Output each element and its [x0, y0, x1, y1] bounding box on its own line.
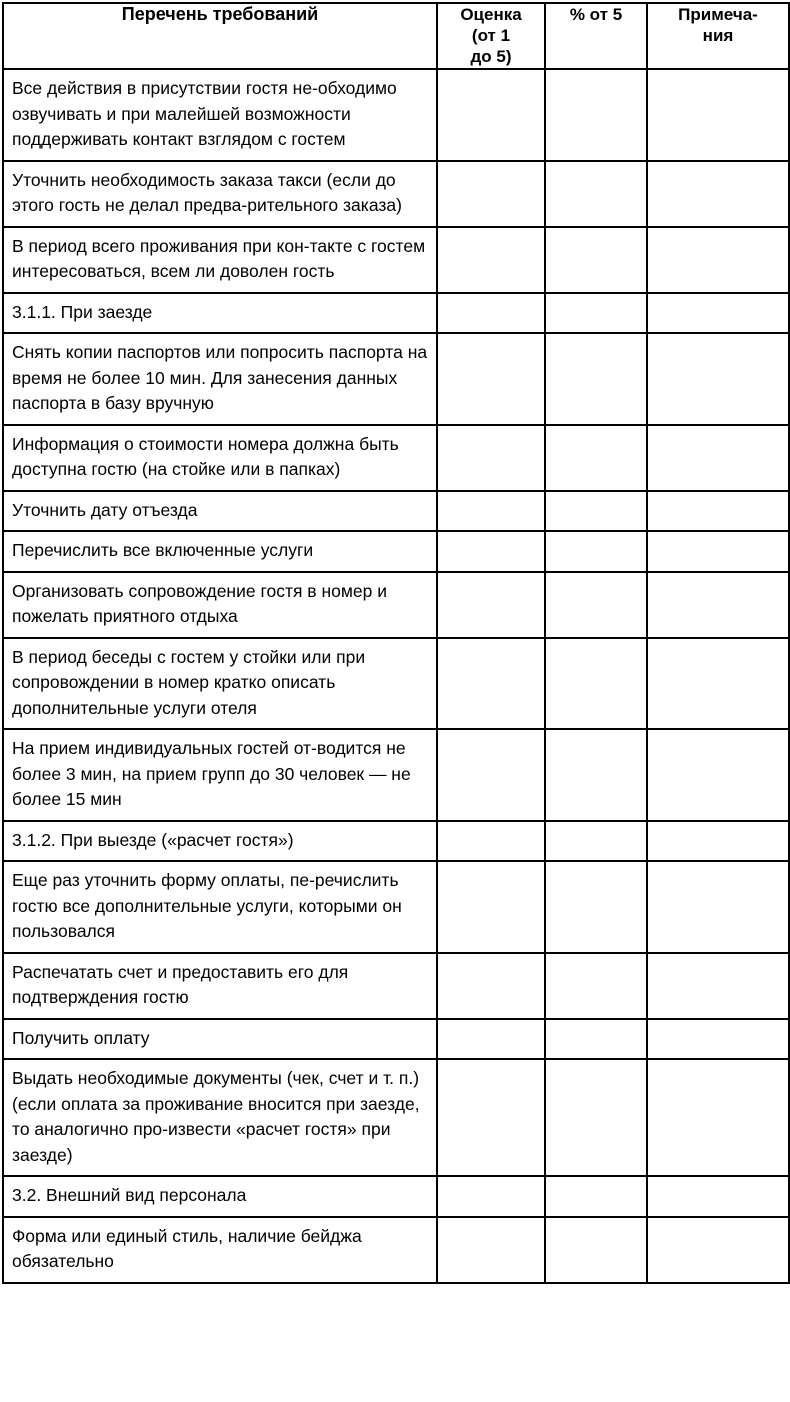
table-row — [3, 425, 789, 491]
notes-cell[interactable] — [647, 1217, 789, 1283]
requirement-text: Уточнить необходимость заказа такси (если до этого гость не делал предва-рительного заказа) — [3, 161, 437, 227]
notes-cell[interactable] — [647, 861, 789, 953]
notes-cell[interactable] — [647, 491, 789, 532]
percent-cell[interactable] — [545, 1176, 647, 1217]
percent-cell[interactable] — [545, 1217, 647, 1283]
table-row — [3, 491, 789, 532]
requirement-text: Получить оплату — [3, 1019, 437, 1060]
percent-cell[interactable] — [545, 227, 647, 293]
requirement-text: Все действия в присутствии гостя не-обходимо озвучивать и при малейшей возможности поддерживать контакт взглядом с гостем — [3, 69, 437, 161]
score-cell[interactable] — [437, 638, 545, 730]
score-cell[interactable] — [437, 953, 545, 1019]
notes-cell[interactable] — [647, 293, 789, 334]
score-cell[interactable] — [437, 69, 545, 161]
notes-cell[interactable] — [647, 572, 789, 638]
notes-cell[interactable] — [647, 531, 789, 572]
column-header-score-line2: (от 1 — [471, 26, 511, 45]
requirement-text: Форма или единый стиль, наличие бейджа обязательно — [3, 1217, 437, 1283]
table-row — [3, 572, 789, 638]
table-row — [3, 638, 789, 730]
table-row — [3, 953, 789, 1019]
score-cell[interactable] — [437, 821, 545, 862]
percent-cell[interactable] — [545, 161, 647, 227]
table-row — [3, 333, 789, 425]
percent-cell[interactable] — [545, 821, 647, 862]
requirement-text: В период всего проживания при кон-такте с гостем интересоваться, всем ли доволен гость — [3, 227, 437, 293]
column-header-notes-line2: ния — [702, 26, 734, 45]
requirement-text: Организовать сопровождение гостя в номер и пожелать приятного отдыха — [3, 572, 437, 638]
requirement-text: Еще раз уточнить форму оплаты, пе-речислить гостю все дополнительные услуги, которыми он пользовался — [3, 861, 437, 953]
percent-cell[interactable] — [545, 491, 647, 532]
percent-cell[interactable] — [545, 638, 647, 730]
column-header-score-line3: до 5) — [470, 47, 512, 66]
table-row — [3, 729, 789, 821]
score-cell[interactable] — [437, 293, 545, 334]
table-row — [3, 531, 789, 572]
requirement-text: 3.1.2. При выезде («расчет гостя») — [3, 821, 437, 862]
requirement-text: Выдать необходимые документы (чек, счет и т. п.) (если оплата за проживание вносится при заезде, то аналогично про-извести «расчет гостя» при заезде) — [3, 1059, 437, 1176]
score-cell[interactable] — [437, 572, 545, 638]
table-body — [3, 69, 789, 1283]
percent-cell[interactable] — [545, 1019, 647, 1060]
percent-cell[interactable] — [545, 729, 647, 821]
notes-cell[interactable] — [647, 227, 789, 293]
requirement-text: Распечатать счет и предоставить его для подтверждения гостю — [3, 953, 437, 1019]
requirement-text: 3.1.1. При заезде — [3, 293, 437, 334]
requirement-text: Перечислить все включенные услуги — [3, 531, 437, 572]
score-cell[interactable] — [437, 1176, 545, 1217]
notes-cell[interactable] — [647, 333, 789, 425]
score-cell[interactable] — [437, 333, 545, 425]
notes-cell[interactable] — [647, 425, 789, 491]
table-row — [3, 1019, 789, 1060]
score-cell[interactable] — [437, 531, 545, 572]
notes-cell[interactable] — [647, 953, 789, 1019]
score-cell[interactable] — [437, 227, 545, 293]
column-header-requirements: Перечень требований — [3, 3, 437, 69]
column-header-notes — [647, 3, 789, 69]
requirement-text: Уточнить дату отъезда — [3, 491, 437, 532]
requirement-text: Информация о стоимости номера должна быть доступна гостю (на стойке или в папках) — [3, 425, 437, 491]
requirement-text: Снять копии паспортов или попросить паспорта на время не более 10 мин. Для занесения данных паспорта в базу вручную — [3, 333, 437, 425]
table-row — [3, 293, 789, 334]
table-row — [3, 1176, 789, 1217]
notes-cell[interactable] — [647, 729, 789, 821]
column-header-notes-line1: Примеча- — [678, 5, 758, 24]
score-cell[interactable] — [437, 861, 545, 953]
requirements-table — [2, 2, 790, 1284]
table-row — [3, 69, 789, 161]
percent-cell[interactable] — [545, 333, 647, 425]
percent-cell[interactable] — [545, 1059, 647, 1176]
percent-cell[interactable] — [545, 425, 647, 491]
percent-cell[interactable] — [545, 293, 647, 334]
table-row — [3, 1217, 789, 1283]
notes-cell[interactable] — [647, 638, 789, 730]
table-header-row — [3, 3, 789, 69]
percent-cell[interactable] — [545, 572, 647, 638]
score-cell[interactable] — [437, 729, 545, 821]
table-header — [3, 3, 789, 69]
percent-cell[interactable] — [545, 953, 647, 1019]
notes-cell[interactable] — [647, 821, 789, 862]
score-cell[interactable] — [437, 1019, 545, 1060]
percent-cell[interactable] — [545, 69, 647, 161]
requirement-text: В период беседы с гостем у стойки или при сопровождении в номер кратко описать дополнительные услуги отеля — [3, 638, 437, 730]
score-cell[interactable] — [437, 425, 545, 491]
percent-cell[interactable] — [545, 861, 647, 953]
notes-cell[interactable] — [647, 1059, 789, 1176]
table-row — [3, 1059, 789, 1176]
score-cell[interactable] — [437, 161, 545, 227]
requirement-text: На прием индивидуальных гостей от-водится не более 3 мин, на прием групп до 30 человек — не более 15 мин — [3, 729, 437, 821]
notes-cell[interactable] — [647, 1176, 789, 1217]
requirement-text: 3.2. Внешний вид персонала — [3, 1176, 437, 1217]
column-header-score-line1: Оценка — [460, 5, 522, 24]
notes-cell[interactable] — [647, 1019, 789, 1060]
table-row — [3, 821, 789, 862]
column-header-percent: % от 5 — [545, 3, 647, 69]
percent-cell[interactable] — [545, 531, 647, 572]
notes-cell[interactable] — [647, 161, 789, 227]
table-row — [3, 227, 789, 293]
notes-cell[interactable] — [647, 69, 789, 161]
table-row — [3, 861, 789, 953]
table-row — [3, 161, 789, 227]
score-cell[interactable] — [437, 1059, 545, 1176]
score-cell[interactable] — [437, 491, 545, 532]
column-header-score — [437, 3, 545, 69]
score-cell[interactable] — [437, 1217, 545, 1283]
